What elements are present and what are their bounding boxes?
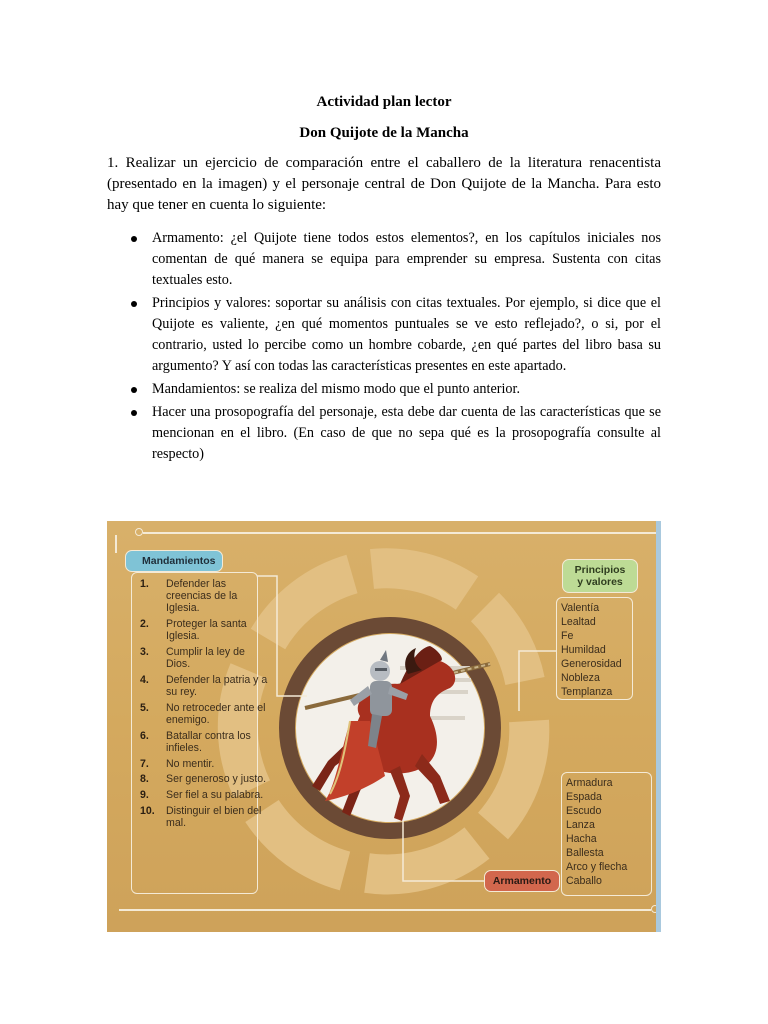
principios-tag-line2: y valores [577,576,623,588]
list-item: Lealtad [561,616,596,628]
mandamientos-list [140,578,270,833]
requirements-list [107,228,661,467]
list-item-text: Hacer una prosopografía del personaje, esta debe dar cuenta de las características que se mencionan en el libro. (En caso de que no sepa qué es la prosopografía consulte al respecto) [152,404,661,462]
list-item [140,578,270,615]
list-item [107,293,661,377]
list-item: Hacha [566,833,597,845]
list-item [140,730,270,754]
list-item [107,228,661,291]
list-item: Fe [561,630,574,642]
item-number: 3. [140,646,149,659]
list-item: Generosidad [561,658,622,670]
list-item: Ballesta [566,847,604,859]
list-item [107,379,661,400]
list-item: Valentía [561,602,600,614]
list-item [140,702,270,726]
list-item: Arco y flecha [566,861,628,873]
list-item: Lanza [566,819,595,831]
item-text: Defender las creencias de la Iglesia. [166,578,238,615]
list-item [140,674,270,698]
item-text: Batallar contra los infieles. [166,729,251,754]
item-number: 1. [140,578,149,590]
item-text: Defender la patria y a su rey. [166,673,268,699]
item-text: Ser generoso y justo. [166,773,267,786]
bullet-icon [131,410,137,416]
armamento-tag: Armamento [484,870,560,892]
bullet-icon [131,387,137,393]
list-item [140,758,270,770]
item-text: Cumplir la ley de Dios. [166,646,245,671]
outer-ring-segment [367,843,477,874]
list-item [140,805,270,829]
principios-list [561,601,622,699]
list-item: Caballo [566,875,602,887]
list-item: Armadura [566,777,613,789]
list-item: Nobleza [561,672,600,684]
item-number: 6. [140,729,149,742]
list-item: Humildad [561,644,606,656]
list-item: Templanza [561,686,613,698]
principios-tag [562,559,638,593]
list-item-text: Principios y valores: soportar su análisis con citas textuales. Por ejemplo, si dice que el Quijote es valiente, ¿en qué momentos puntuales se ve esto reflejado?, o si, por el contrario, usted lo percibe como un hombre cobarde, ¿en qué partes del libro basa su argumento? Y así con todas las características presentes en este apartado. [152,295,661,374]
mandamientos-tag: Mandamientos [125,550,223,572]
photo-edge [656,521,661,932]
principios-tag-line1: Principios [574,564,626,576]
item-number: 9. [140,789,149,802]
item-number: 5. [140,701,149,714]
bullet-icon [131,301,137,307]
list-item [140,789,270,801]
activity-title: Actividad plan lector [316,94,452,110]
item-number: 2. [140,618,149,631]
bullet-icon [131,236,137,242]
list-item: Escudo [566,805,602,817]
knight-infographic [107,521,661,932]
principios-tag-line [575,564,626,588]
item-number: 10. [140,804,155,817]
list-item [140,773,270,785]
knight-on-horse-icon [290,626,500,831]
item-text: Distinguir el bien del mal. [166,804,262,829]
list-item [140,618,270,642]
armamento-list [566,776,627,888]
item-text: No retroceder ante el enemigo. [166,701,266,727]
item-text: Ser fiel a su palabra. [166,789,264,802]
list-item [107,402,661,465]
item-number: 8. [140,773,149,786]
item-text: No mentir. [166,757,215,770]
book-title: Don Quijote de la Mancha [299,125,469,141]
list-item: Espada [566,791,602,803]
item-number: 7. [140,757,149,770]
list-item-text: Armamento: ¿el Quijote tiene todos estos elementos?, en los capítulos iniciales nos comentan de qué manera se equipa para emprender su empresa. Sustenta con citas textuales esto. [152,230,661,288]
outer-ring-segment [372,568,467,593]
instruction-paragraph: 1. Realizar un ejercicio de comparación entre el caballero de la literatura renacentista (presentado en la imagen) y el personaje central de Don Quijote de la Mancha. Para esto hay que tener en cuenta lo siguiente: [107,155,661,213]
item-text: Proteger la santa Iglesia. [166,618,247,643]
item-number: 4. [140,673,149,686]
list-item [140,646,270,670]
list-item-text: Mandamientos: se realiza del mismo modo que el punto anterior. [152,381,520,397]
